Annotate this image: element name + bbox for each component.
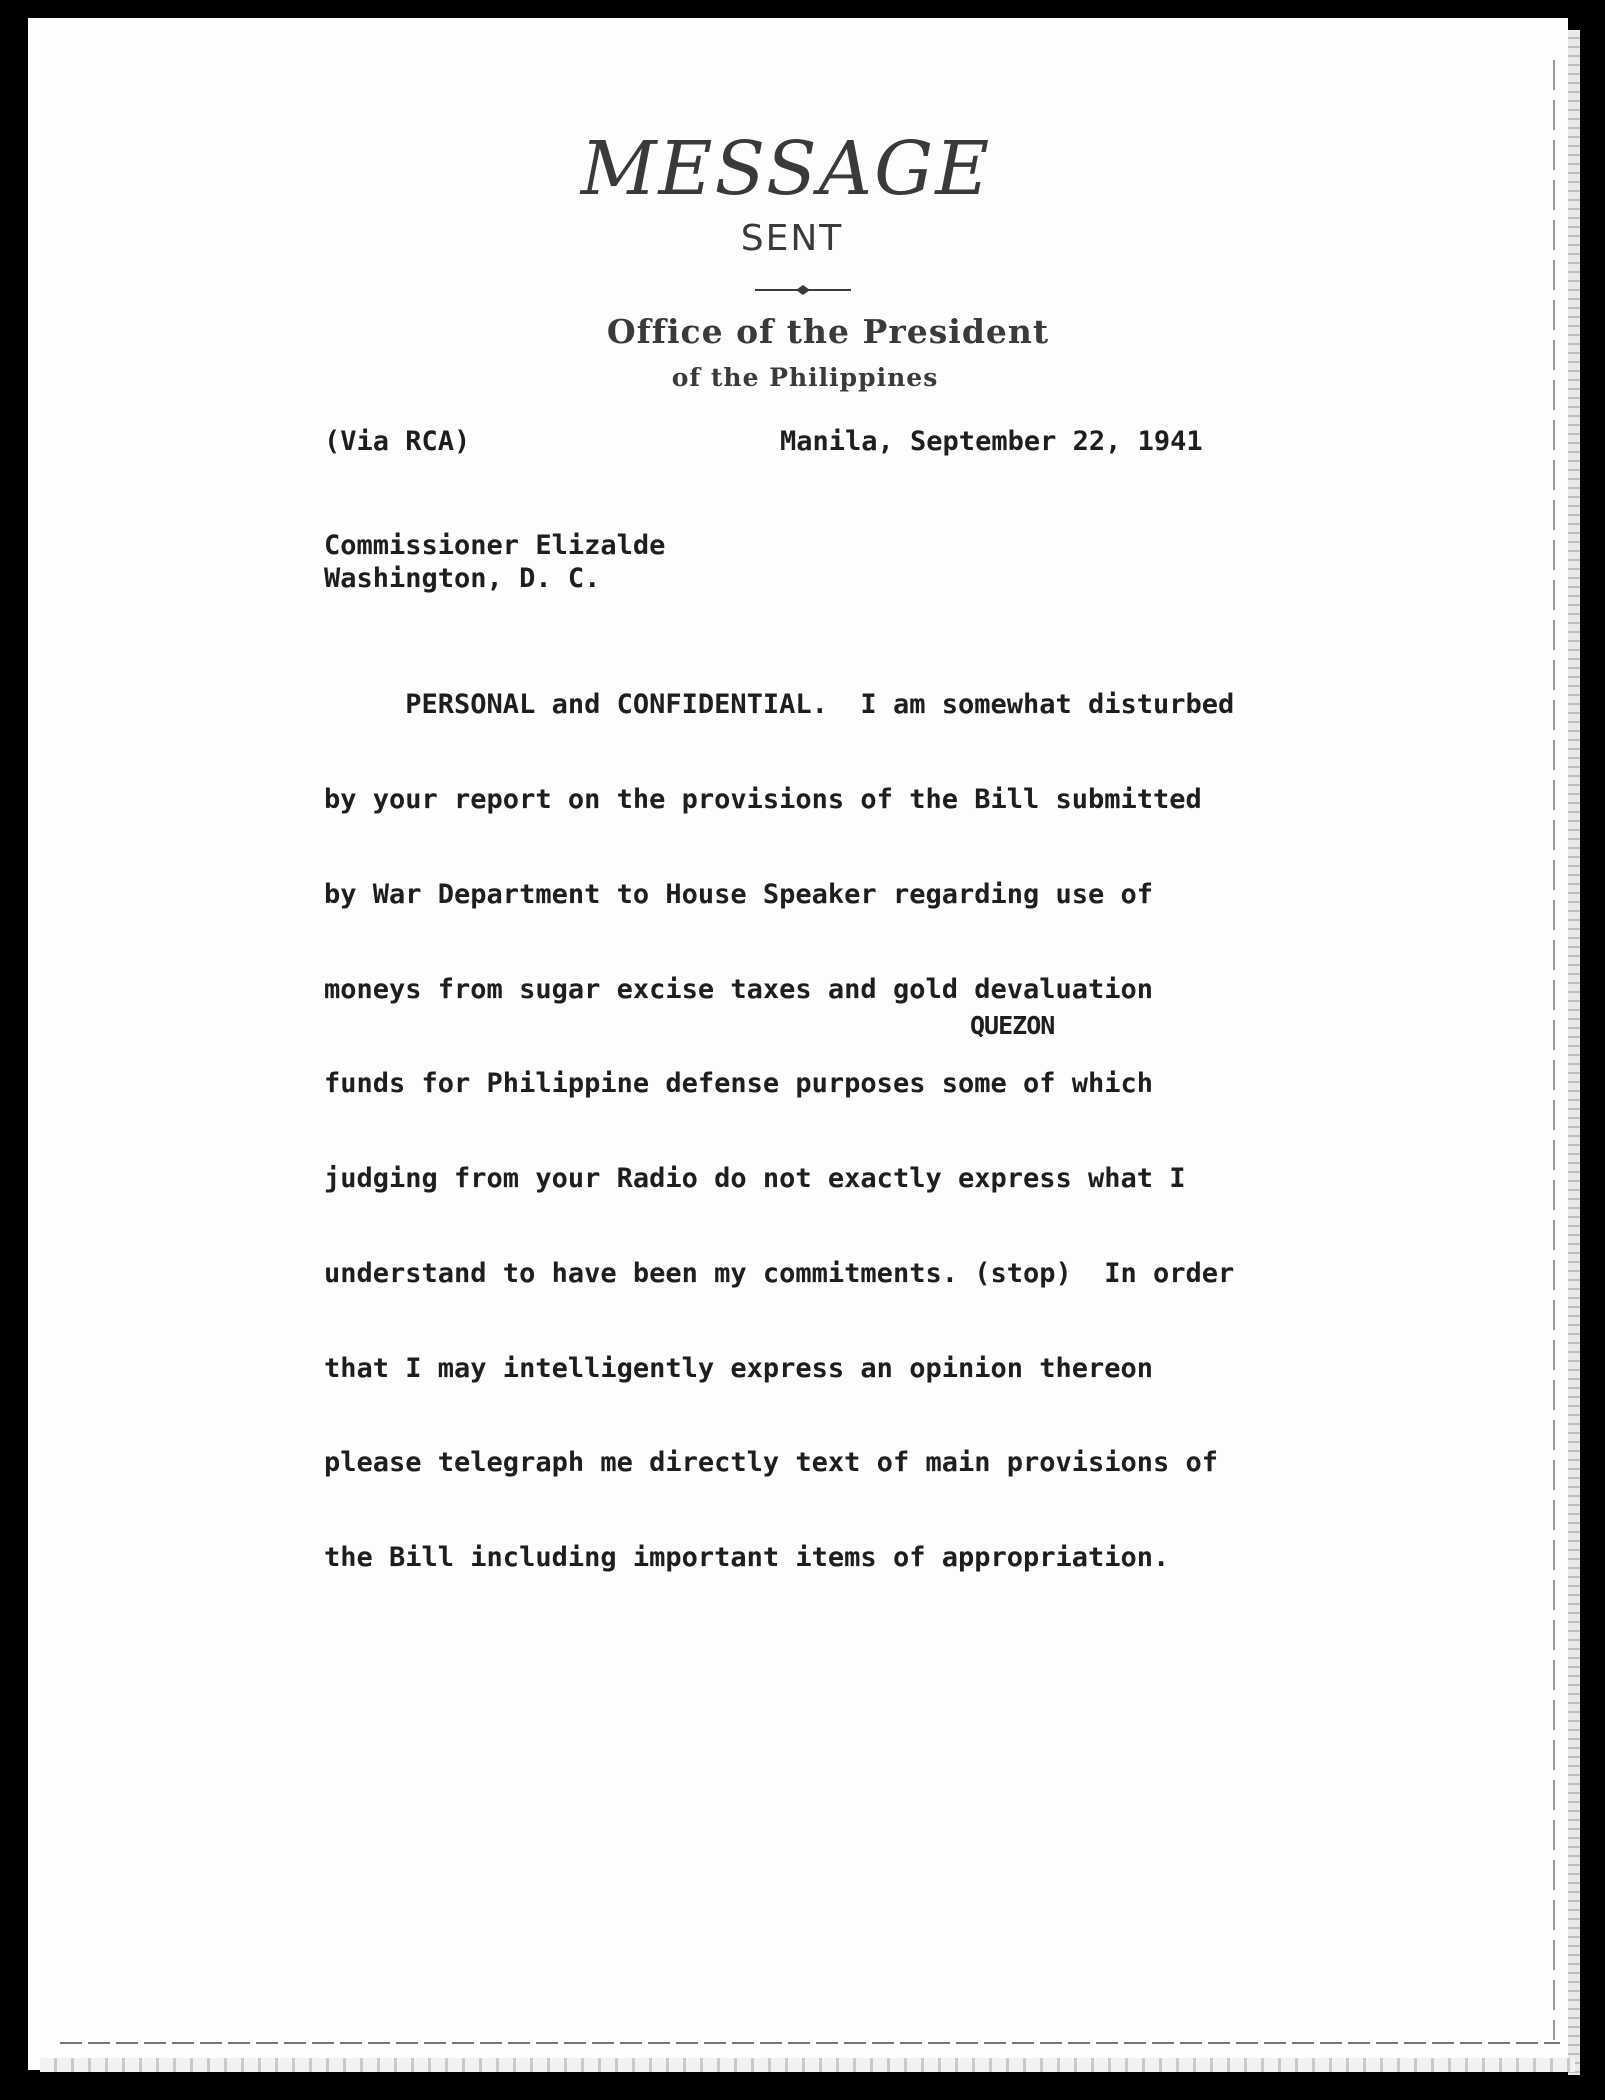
letterhead-country: of the Philippines <box>671 363 939 392</box>
addressee-location: Washington, D. C. <box>324 563 601 594</box>
body-line: please telegraph me directly text of main provisions of <box>324 1447 1219 1479</box>
stacked-page-edge-right <box>1568 30 1580 2075</box>
stacked-page-edge-bottom <box>40 2058 1575 2072</box>
letterhead-subtitle: SENT <box>740 218 844 259</box>
addressee-name: Commissioner Elizalde <box>324 530 666 561</box>
body-line: moneys from sugar excise taxes and gold devaluation <box>324 973 1154 1005</box>
signature: QUEZON <box>970 1011 1055 1040</box>
letterhead-title: MESSAGE <box>580 126 992 212</box>
body-line: that I may intelligently express an opinion thereon <box>324 1352 1154 1384</box>
body-line: judging from your Radio do not exactly express what I <box>324 1163 1186 1195</box>
body-line: PERSONAL and CONFIDENTIAL. I am somewhat disturbed <box>324 689 1235 721</box>
body-line: the Bill including important items of appropriation. <box>324 1542 1170 1574</box>
message-body <box>324 626 1234 1637</box>
body-line: understand to have been my commitments. (stop) In order <box>324 1257 1235 1289</box>
document-page <box>28 18 1568 2070</box>
body-line: funds for Philippine defense purposes some of which <box>324 1068 1154 1100</box>
letterhead-office: Office of the President <box>606 312 1050 351</box>
body-line: by War Department to House Speaker regarding use of <box>324 878 1154 910</box>
place-date: Manila, September 22, 1941 <box>780 426 1203 457</box>
ornament-divider-icon <box>753 284 853 296</box>
transmission-method: (Via RCA) <box>324 426 471 457</box>
page-border-bottom <box>60 2042 1560 2044</box>
page-border-right <box>1553 60 1555 2040</box>
body-line: by your report on the provisions of the Bill submitted <box>324 783 1202 815</box>
